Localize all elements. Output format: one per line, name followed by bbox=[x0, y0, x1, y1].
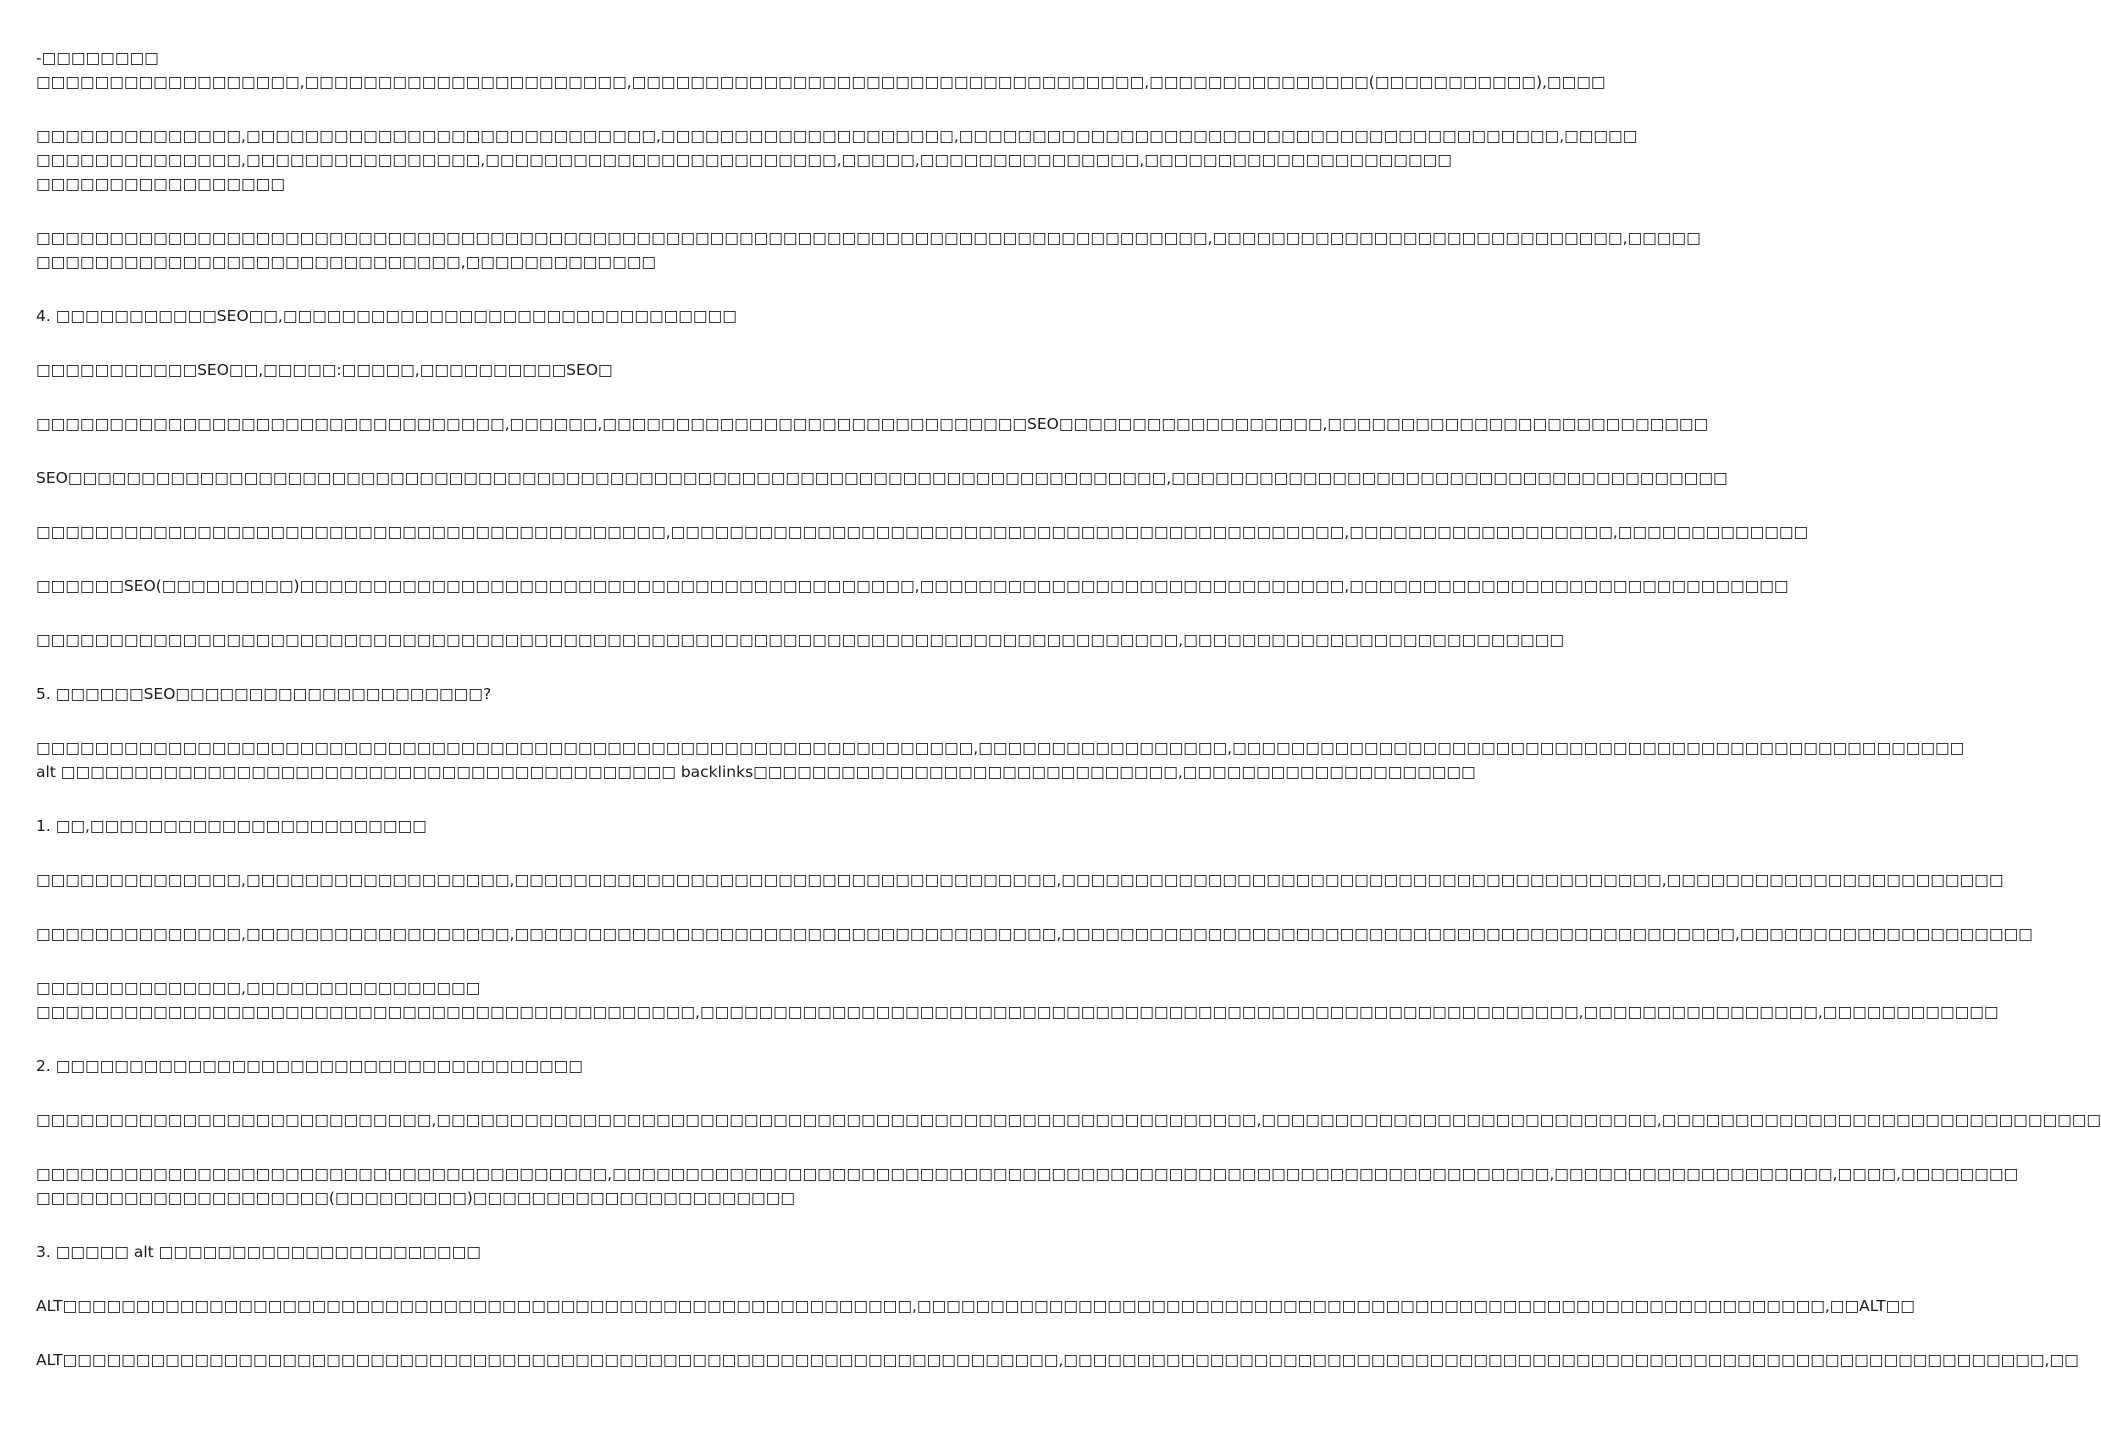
text-line: □□□□□□□□□□□□□□,□□□□□□□□□□□□□□□□□□,□□□□□□□□□□□□□□□□□□□□□□□□□□□□□□□□□□□□□,□□□□□□□□□□□□□□□□□□□□□□□□□□□□□□□□□□□□□□□□□□□□□□,□□□□□□□□□□□□□□□□□□□□ bbox=[36, 925, 2033, 943]
text-line: □□□□□□□□□□□□□□□□□□□□□□□□□□□□□□□□□□□□□□□□□□□□□,□□□□□□□□□□□□□□□□□□□□□□□□□□□□□□□□□□□□□□□□□□□□□□□□□□□□□□□□□□□□,□□□□□□□□□□□□□□□□,□□□□□□□□□□□□ bbox=[36, 1003, 1999, 1021]
text-line: 5. □□□□□□SEO□□□□□□□□□□□□□□□□□□□□□? bbox=[36, 685, 492, 703]
text-line: □□□□□□□□□□□□□□□□□□□□(□□□□□□□□□)□□□□□□□□□□□□□□□□□□□□□□ bbox=[36, 1189, 795, 1207]
text-line: -□□□□□□□□ bbox=[36, 49, 159, 67]
paragraph bbox=[36, 304, 990, 328]
paragraph bbox=[36, 226, 1701, 274]
paragraph bbox=[36, 520, 1809, 544]
paragraph bbox=[36, 1054, 990, 1078]
paragraph bbox=[36, 868, 2004, 892]
paragraph bbox=[36, 814, 990, 838]
paragraph bbox=[36, 358, 990, 382]
paragraph bbox=[36, 574, 1789, 598]
text-line: □□□□□□□□□□□□□□□□□□,□□□□□□□□□□□□□□□□□□□□□□,□□□□□□□□□□□□□□□□□□□□□□□□□□□□□□□□□□□,□□□□□□□□□□□□□□□(□□□□□□□□□□□),□□□□ bbox=[36, 73, 1606, 91]
text-line: SEO□□□□□□□□□□□□□□□□□□□□□□□□□□□□□□□□□□□□□□□□□□□□□□□□□□□□□□□□□□□□□□□□□□□□□□□□□□□,□□□□□□□□□□□□□□□□□□□□□□□□□□□□□□□□□□□□□□ bbox=[36, 469, 1728, 487]
document-body bbox=[36, 46, 2101, 1402]
text-line: □□□□□□□□□□□□□□□□□□□□□□□□□□□□□□□□,□□□□□□,□□□□□□□□□□□□□□□□□□□□□□□□□□□□□SEO□□□□□□□□□□□□□□□□□□,□□□□□□□□□□□□□□□□□□□□□□□□□□ bbox=[36, 415, 1709, 433]
paragraph bbox=[36, 466, 1728, 490]
text-line: □□□□□□□□□□□□□□□□□ bbox=[36, 175, 285, 193]
text-line: ALT□□□□□□□□□□□□□□□□□□□□□□□□□□□□□□□□□□□□□□□□□□□□□□□□□□□□□□□□□□□□□□□□□□□□,□□□□□□□□□□□□□□□□□□□□□□□□□□□□□□□□□□□□□□□□□□□□□□□□□□□□□□□□□□□□□□□□□□□,□□ bbox=[36, 1351, 2079, 1369]
paragraph bbox=[36, 1240, 990, 1264]
text-line: □□□□□□□□□□□□□□□□□□□□□□□□□□□□□,□□□□□□□□□□□□□ bbox=[36, 253, 657, 271]
text-line: □□□□□□□□□□□SEO□□,□□□□□:□□□□□,□□□□□□□□□□SEO□ bbox=[36, 361, 613, 379]
text-line: □□□□□□□□□□□□□□□□□□□□□□□□□□□□□□□□□□□□□□□□□□□□□□□□□□□□□□□□□□□□□□□□□□□□□□□□□□□□□□□□,□□□□□□□□□□□□□□□□□□□□□□□□□□□□,□□□□□ bbox=[36, 229, 1701, 247]
paragraph bbox=[36, 46, 1606, 94]
paragraph bbox=[36, 124, 1638, 196]
text-line: □□□□□□□□□□□□□□,□□□□□□□□□□□□□□□□,□□□□□□□□□□□□□□□□□□□□□□□□,□□□□□,□□□□□□□□□□□□□□□,□□□□□□□□□□□□□□□□□□□□□ bbox=[36, 151, 1452, 169]
text-line: □□□□□□□□□□□□□□□□□□□□□□□□□□□□□□□□□□□□□□□□□□□□□□□□□□□□□□□□□□□□□□□□□□□□□□□□□□□□□□,□□□□□□□□□□□□□□□□□□□□□□□□□□ bbox=[36, 631, 1564, 649]
text-line: □□□□□□SEO(□□□□□□□□□)□□□□□□□□□□□□□□□□□□□□□□□□□□□□□□□□□□□□□□□□□□,□□□□□□□□□□□□□□□□□□□□□□□□□□□□□,□□□□□□□□□□□□□□□□□□□□□□□□□□□□□□ bbox=[36, 577, 1789, 595]
text-line: alt □□□□□□□□□□□□□□□□□□□□□□□□□□□□□□□□□□□□□□□□□□ backlinks□□□□□□□□□□□□□□□□□□□□□□□□□□□□□,□□□□□□□□□□□□□□□□□□□□ bbox=[36, 763, 1476, 781]
text-line: □□□□□□□□□□□□□□,□□□□□□□□□□□□□□□□ bbox=[36, 979, 481, 997]
paragraph bbox=[36, 682, 990, 706]
text-line: 4. □□□□□□□□□□□SEO□□,□□□□□□□□□□□□□□□□□□□□□□□□□□□□□□□ bbox=[36, 307, 737, 325]
paragraph bbox=[36, 1162, 2019, 1210]
text-line: □□□□□□□□□□□□□□□□□□□□□□□□□□□□□□□□□□□□□□□□□□□,□□□□□□□□□□□□□□□□□□□□□□□□□□□□□□□□□□□□□□□□□□□□□□,□□□□□□□□□□□□□□□□□□,□□□□□□□□□□□□□ bbox=[36, 523, 1809, 541]
paragraph bbox=[36, 1108, 2101, 1132]
text-line: □□□□□□□□□□□□□□,□□□□□□□□□□□□□□□□□□,□□□□□□□□□□□□□□□□□□□□□□□□□□□□□□□□□□□□□,□□□□□□□□□□□□□□□□□□□□□□□□□□□□□□□□□□□□□□□□□,□□□□□□□□□□□□□□□□□□□□□□□ bbox=[36, 871, 2004, 889]
paragraph bbox=[36, 922, 2033, 946]
text-line: 3. □□□□□ alt □□□□□□□□□□□□□□□□□□□□□□ bbox=[36, 1243, 481, 1261]
text-line: □□□□□□□□□□□□□□□□□□□□□□□□□□□,□□□□□□□□□□□□□□□□□□□□□□□□□□□□□□□□□□□□□□□□□□□□□□□□□□□□□□□□,□□□□□□□□□□□□□□□□□□□□□□□□□□□,□□□□□□□□□□□□□□□□□□□□□□□□□□□□□□ bbox=[36, 1111, 2101, 1129]
paragraph bbox=[36, 628, 1564, 652]
text-line: ALT□□□□□□□□□□□□□□□□□□□□□□□□□□□□□□□□□□□□□□□□□□□□□□□□□□□□□□□□□□,□□□□□□□□□□□□□□□□□□□□□□□□□□□□□□□□□□□□□□□□□□□□□□□□□□□□□□□□□□□□□□,□□ALT□□ bbox=[36, 1297, 1915, 1315]
paragraph bbox=[36, 1348, 2079, 1372]
paragraph bbox=[36, 412, 1709, 436]
paragraph bbox=[36, 1294, 1915, 1318]
text-line: □□□□□□□□□□□□□□□□□□□□□□□□□□□□□□□□□□□□□□□,□□□□□□□□□□□□□□□□□□□□□□□□□□□□□□□□□□□□□□□□□□□□□□□□□□□□□□□□□□□□□□□□,□□□□□□□□□□□□□□□□□□□,□□□□,□□□□□□□□ bbox=[36, 1165, 2019, 1183]
text-line: □□□□□□□□□□□□□□□□□□□□□□□□□□□□□□□□□□□□□□□□□□□□□□□□□□□□□□□□□□□□□□□□,□□□□□□□□□□□□□□□□□,□□□□□□□□□□□□□□□□□□□□□□□□□□□□□□□□□□□□□□□□□□□□□□□□□□ bbox=[36, 739, 1965, 757]
text-line: □□□□□□□□□□□□□□,□□□□□□□□□□□□□□□□□□□□□□□□□□□□,□□□□□□□□□□□□□□□□□□□□,□□□□□□□□□□□□□□□□□□□□□□□□□□□□□□□□□□□□□□□□□,□□□□□ bbox=[36, 127, 1638, 145]
paragraph bbox=[36, 976, 1999, 1024]
text-line: 1. □□,□□□□□□□□□□□□□□□□□□□□□□□ bbox=[36, 817, 427, 835]
paragraph bbox=[36, 736, 1965, 784]
text-line: 2. □□□□□□□□□□□□□□□□□□□□□□□□□□□□□□□□□□□□ bbox=[36, 1057, 583, 1075]
